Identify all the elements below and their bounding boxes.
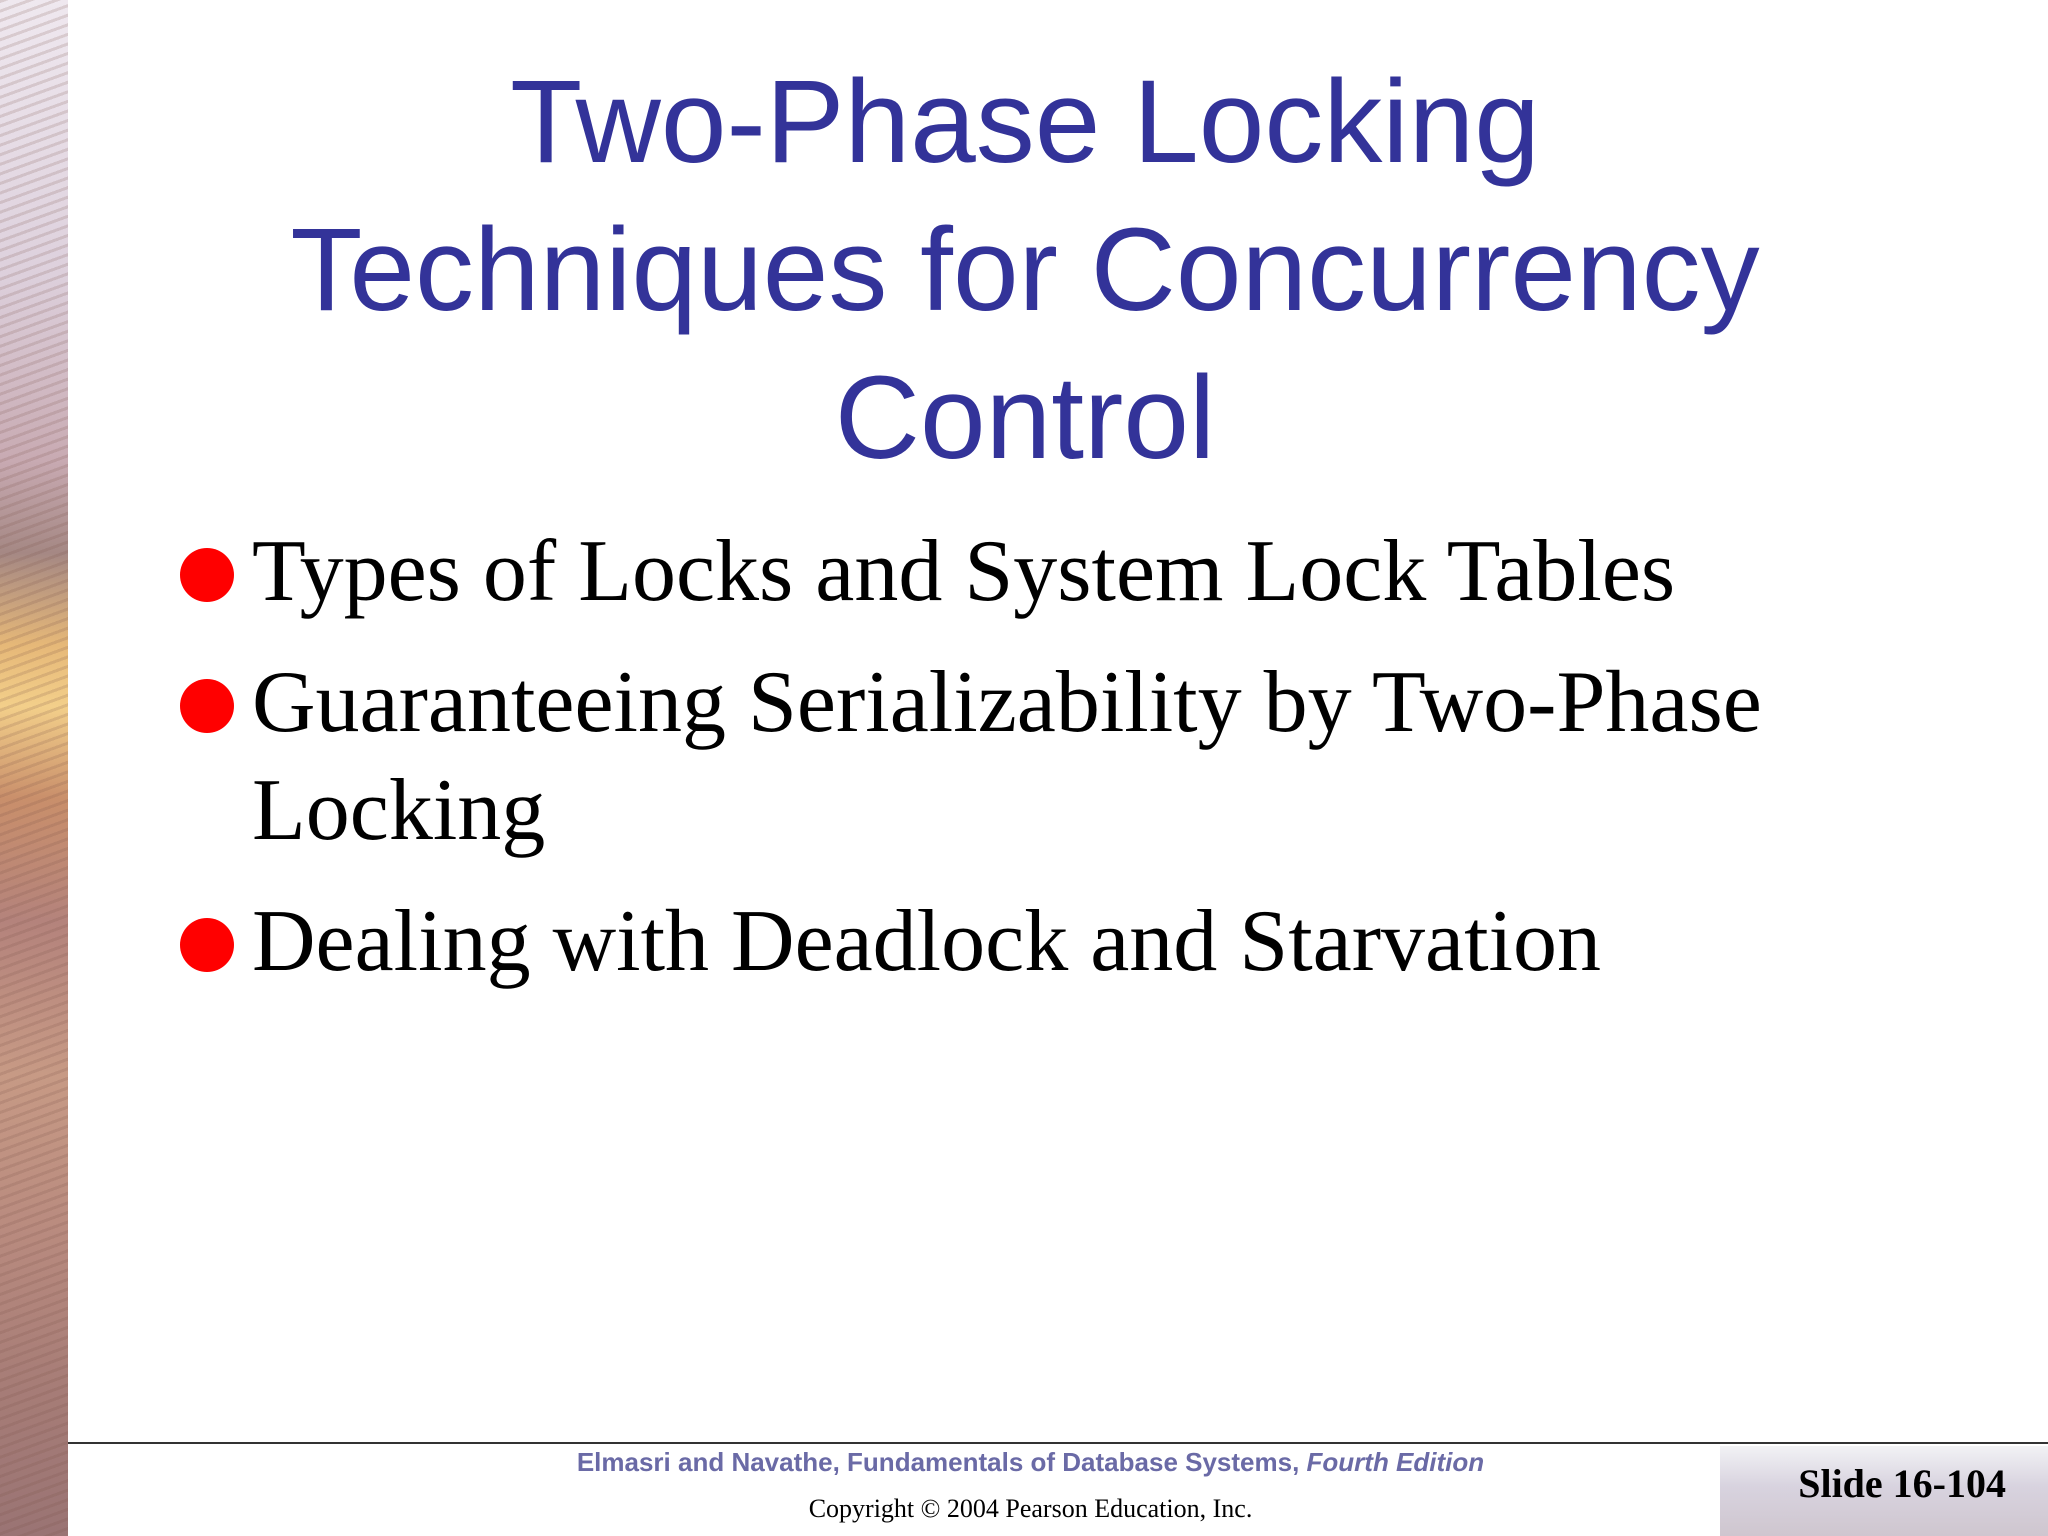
title-line: Techniques for Concurrency — [290, 204, 1760, 336]
title-line: Control — [834, 352, 1216, 484]
bullet-text: Guaranteeing Serializability by Two-Phase Locking — [252, 654, 1762, 859]
footer-credit — [68, 1447, 1993, 1478]
bullet-item — [178, 888, 1918, 996]
slide-title — [180, 48, 1870, 492]
title-line: Two-Phase Locking — [510, 56, 1540, 188]
footer-divider — [68, 1442, 2048, 1444]
bullet-text: Dealing with Deadlock and Starvation — [252, 893, 1601, 990]
slide-number: Slide 16-104 — [1798, 1461, 2006, 1506]
bullet-item — [178, 649, 1918, 865]
footer-copyright: Copyright © 2004 Pearson Education, Inc. — [808, 1494, 1253, 1523]
bullet-text: Types of Locks and System Lock Tables — [252, 523, 1676, 620]
bullet-list — [178, 518, 1918, 1019]
footer-credit-main: Elmasri and Navathe, Fundamentals of Database Systems, — [576, 1447, 1307, 1477]
decorative-desert-strip — [0, 0, 68, 1536]
bullet-item — [178, 518, 1918, 626]
bullet-dot-icon — [180, 679, 234, 733]
footer-credit-edition: Fourth Edition — [1306, 1447, 1485, 1477]
bullet-dot-icon — [180, 918, 234, 972]
bullet-dot-icon — [180, 548, 234, 602]
